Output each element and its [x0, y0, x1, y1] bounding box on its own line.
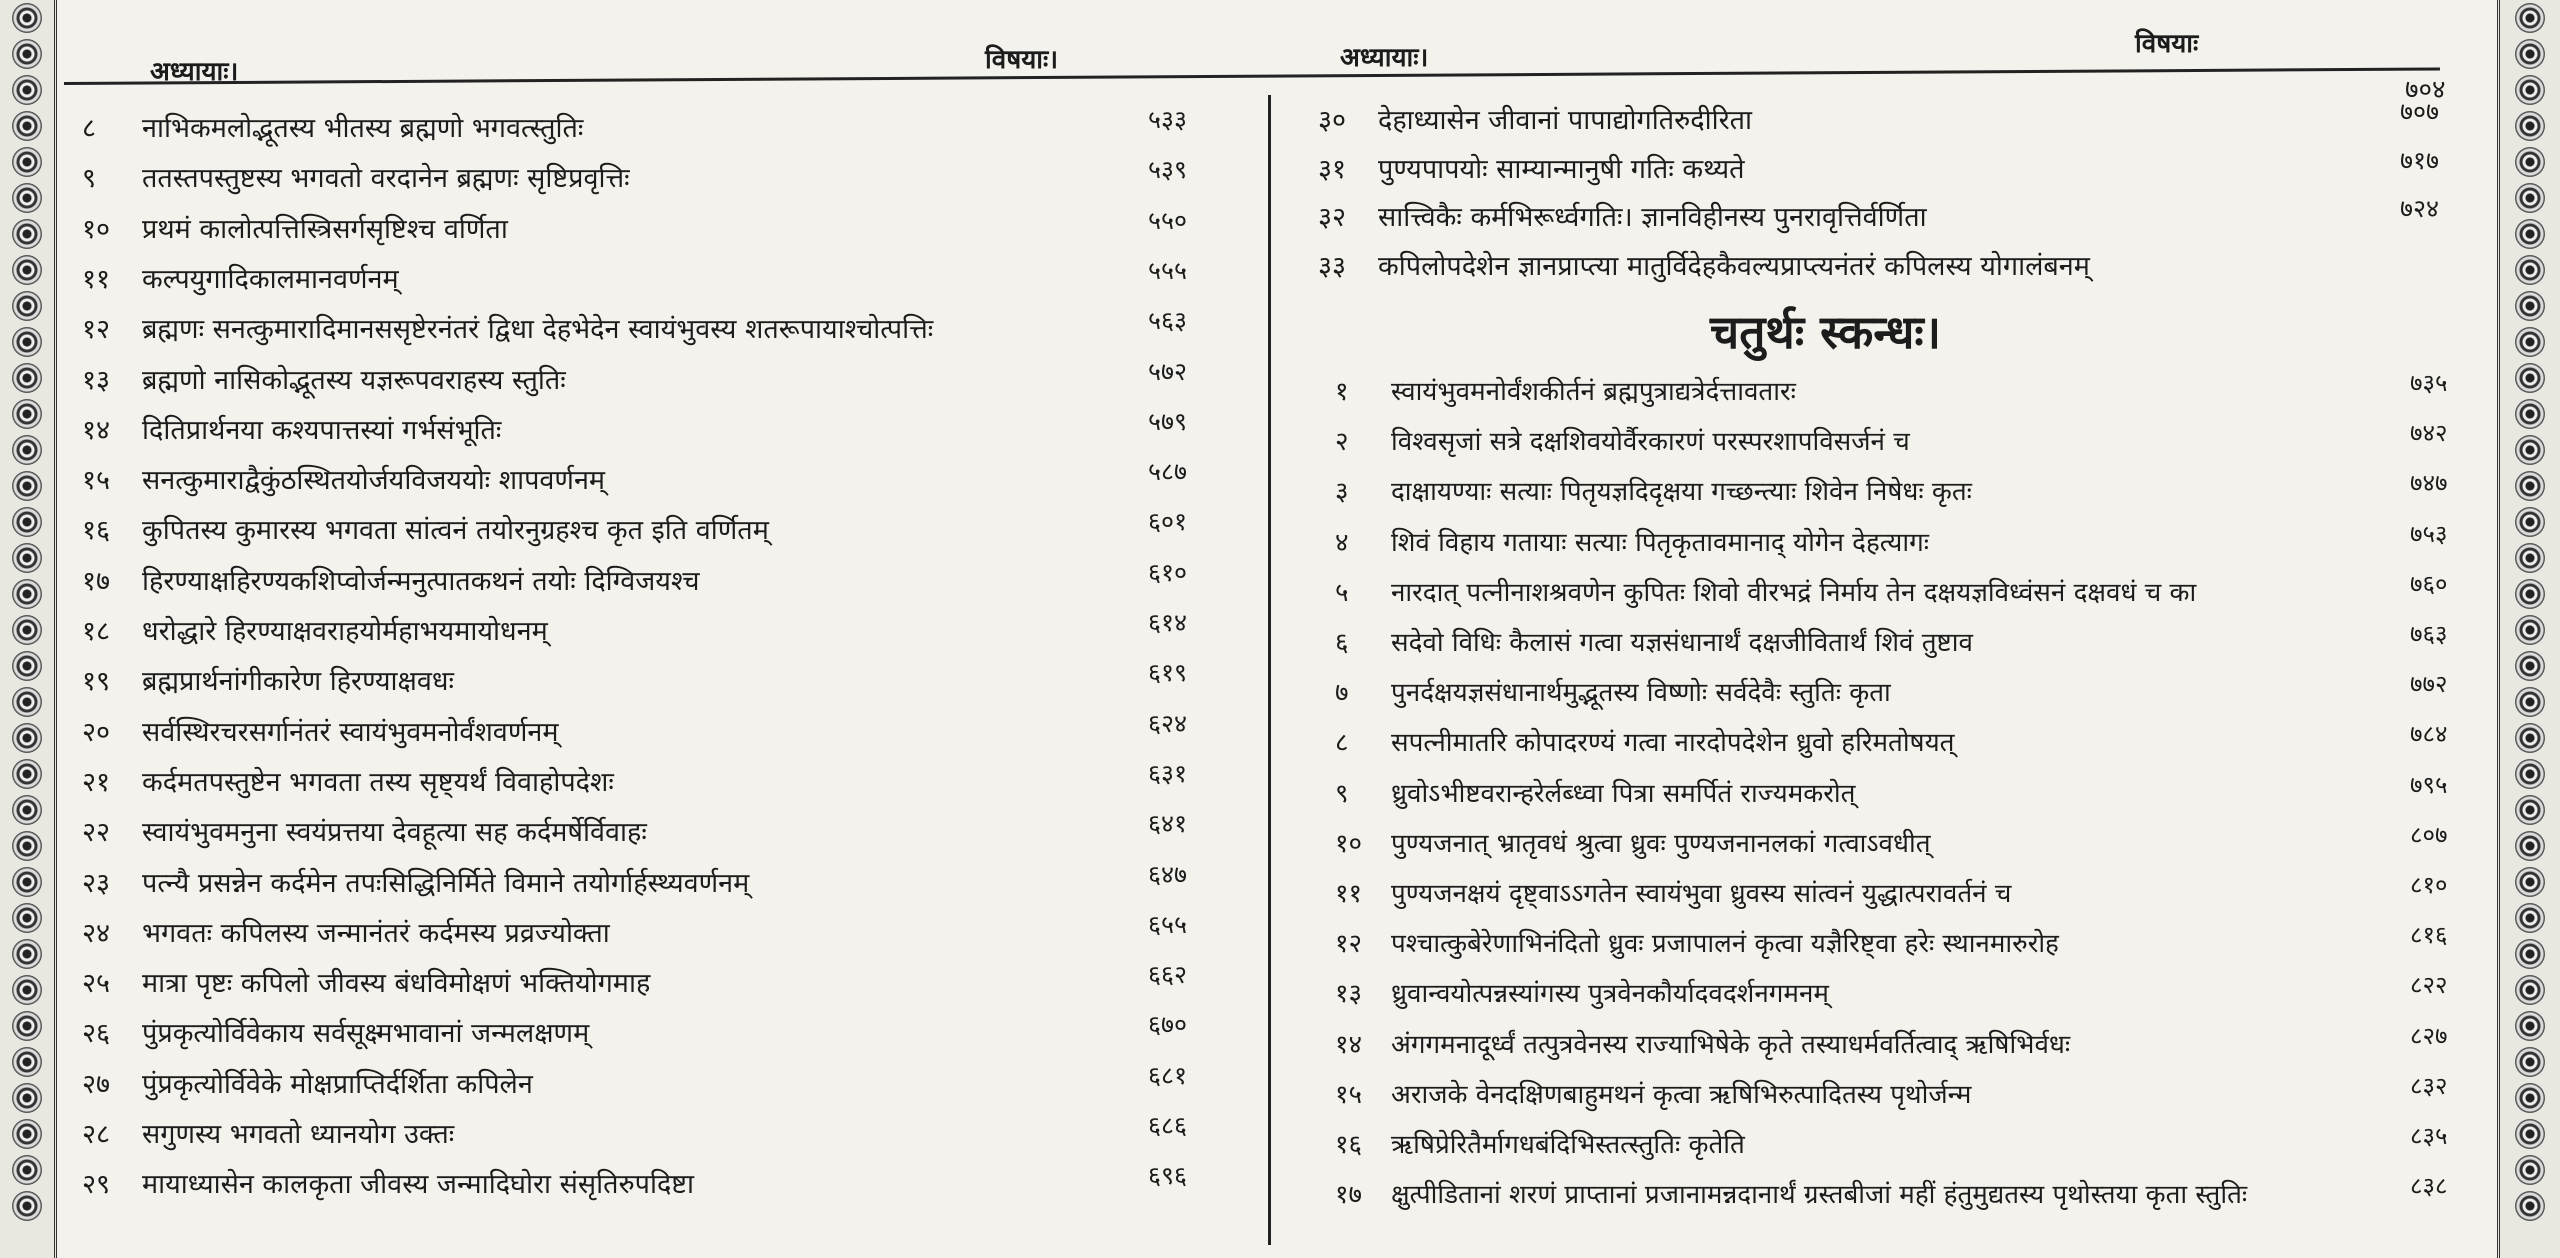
toc-entry	[82, 360, 566, 410]
toc-entry	[1335, 372, 1796, 422]
chapter-number: ३१	[1318, 153, 1347, 185]
border-ornament	[12, 39, 42, 69]
chapter-number: ५	[1335, 577, 1349, 608]
page-number: ७८४	[2410, 720, 2448, 749]
chapter-number: २२	[82, 817, 111, 849]
chapter-number: १०	[1335, 828, 1363, 859]
toc-entry	[1335, 1125, 1745, 1175]
border-ornament	[2515, 867, 2545, 897]
page-number: ६८१	[1148, 1060, 1188, 1090]
border-ornament	[2515, 795, 2545, 825]
border-ornament	[12, 651, 42, 681]
toc-entry	[1318, 149, 1745, 199]
chapter-number: १७	[82, 565, 111, 597]
chapter-number: १८	[82, 616, 111, 647]
chapter-subject: पुनर्दक्षयज्ञसंधानार्थमुद्भूतस्य विष्णोः सर्वदेवैः स्तुतिः कृता	[1391, 678, 1891, 709]
page-number: ७६३	[2410, 620, 2448, 648]
chapter-number: ९	[1335, 778, 1349, 809]
chapter-subject: सनत्कुमाराद्वैकुंठस्थितयोर्जयविजययोः शापवर्णनम्	[142, 465, 606, 497]
chapter-number: ३	[1335, 477, 1349, 508]
border-ornament	[2515, 579, 2545, 609]
border-ornament	[2515, 435, 2545, 465]
chapter-subject: धरोद्धारे हिरण्याक्षवराहयोर्महाभयमायोधनम्	[142, 616, 548, 647]
page-number: ८३८	[2410, 1172, 2448, 1201]
border-ornament	[12, 435, 42, 465]
border-ornament	[12, 975, 42, 1005]
page-number: ८३५	[2410, 1122, 2448, 1150]
chapter-subject: मायाध्यासेन कालकृता जीवस्य जन्मादिघोरा संसृतिरुपदिष्टा	[142, 1169, 695, 1201]
border-ornament	[2515, 111, 2545, 141]
border-ornament	[12, 831, 42, 861]
page-number: ७४२	[2410, 419, 2448, 448]
toc-entry	[1335, 723, 1954, 773]
chapter-subject: नारदात् पत्नीनाशश्रवणेन कुपितः शिवो वीरभद्रं निर्माय तेन दक्षयज्ञविध्वंसनं दक्षवधं च का	[1391, 577, 2197, 608]
toc-entry	[1335, 874, 2011, 924]
toc-entry	[1335, 523, 1929, 573]
chapter-number: ८	[82, 113, 97, 144]
section-heading: चतुर्थः स्कन्धः।	[1710, 305, 1942, 359]
border-ornament	[12, 939, 42, 969]
border-ornament	[2515, 471, 2545, 501]
border-ornament	[2515, 1047, 2545, 1077]
toc-entry	[1318, 100, 1752, 150]
border-ornament	[2515, 903, 2545, 933]
left-chapter-header: अध्यायाः।	[150, 57, 239, 87]
border-ornament	[2515, 291, 2545, 321]
chapter-subject: पत्न्यै प्रसन्नेन कर्दमेन तपःसिद्धिनिर्मिते विमाने तयोर्गार्हस्थ्यवर्णनम्	[142, 867, 750, 899]
chapter-subject: पुंप्रकृत्योर्विवेकाय सर्वसूक्ष्मभावानां जन्मलक्षणम्	[142, 1018, 590, 1050]
border-ornament	[12, 723, 42, 753]
chapter-number: १२	[82, 314, 111, 346]
chapter-number: ११	[82, 263, 111, 295]
border-ornament	[12, 795, 42, 825]
chapter-subject: ऋषिप्रेरितैर्मागधबंदिभिस्तत्स्तुतिः कृतेति	[1391, 1130, 1745, 1160]
border-ornament	[12, 471, 42, 501]
chapter-subject: कर्दमतपस्तुष्टेन भगवता तस्य सृष्ट्यर्थं विवाहोपदेशः	[142, 766, 614, 798]
border-ornament	[2515, 363, 2545, 393]
border-ornament	[12, 867, 42, 897]
border-ornament	[12, 1047, 42, 1077]
border-ornament	[12, 219, 42, 249]
border-ornament	[2515, 399, 2545, 429]
border-ornament	[12, 543, 42, 573]
chapter-number: १५	[82, 465, 111, 497]
page-number: ५५०	[1148, 205, 1188, 235]
chapter-subject: अंगगमनादूर्ध्वं तत्पुत्रवेनस्य राज्याभिषेके कृते तस्याधर्मवर्तित्वाद् ऋषिभिर्वधः	[1391, 1029, 2071, 1060]
chapter-number: २३	[82, 867, 111, 899]
chapter-subject: दितिप्रार्थनया कश्यपात्तस्यां गर्भसंभूतिः	[142, 414, 502, 446]
border-ornament	[2515, 183, 2545, 213]
chapter-subject: पुण्यजनात् भ्रातृवधं श्रुत्वा ध्रुवः पुण्यजनानलकां गत्वाऽवधीत्	[1391, 828, 1931, 859]
toc-entry	[82, 158, 630, 208]
chapter-number: ३२	[1318, 202, 1347, 233]
chapter-number: १३	[82, 364, 111, 396]
toc-entry	[82, 913, 610, 963]
border-ornament	[2515, 1119, 2545, 1149]
chapter-number: ८	[1335, 728, 1349, 759]
border-ornament	[12, 1191, 42, 1221]
border-ornament	[2515, 255, 2545, 285]
chapter-subject: ततस्तपस्तुष्टस्य भगवतो वरदानेन ब्रह्मणः सृष्टिप्रवृत्तिः	[142, 163, 630, 195]
page-number: ५७९	[1148, 406, 1188, 436]
chapter-subject: विश्वसृजां सत्रे दक्षशिवयोर्वैरकारणं परस्परशापविसर्जनं च	[1391, 427, 1910, 458]
border-ornament	[12, 183, 42, 213]
chapter-number: ७	[1335, 678, 1349, 709]
chapter-number: २८	[82, 1119, 111, 1150]
chapter-number: २५	[82, 968, 111, 1000]
chapter-subject: पुण्यजनक्षयं दृष्ट्वाऽऽगतेन स्वायंभुवा ध्रुवस्य सांत्वनं युद्धात्परावर्तनं च	[1391, 879, 2012, 909]
border-ornament	[2515, 1191, 2545, 1221]
chapter-number: ३०	[1318, 105, 1347, 136]
toc-entry	[82, 410, 501, 460]
chapter-subject: ब्रह्मणः सनत्कुमारादिमानससृष्टेरनंतरं द्विधा देहभेदेन स्वायंभुवस्य शतरूपायाश्चोत्पत्तिः	[142, 314, 934, 346]
toc-entry	[1335, 924, 2059, 974]
toc-entry	[1335, 1025, 2070, 1075]
border-ornament	[12, 399, 42, 429]
toc-entry	[82, 611, 548, 661]
toc-entry	[82, 510, 769, 560]
toc-entry	[1335, 673, 1891, 723]
chapter-subject: मात्रा पृष्टः कपिलो जीवस्य बंधविमोक्षणं भक्तियोगमाह	[142, 968, 651, 1000]
chapter-subject: देहाध्यासेन जीवानां पापाद्योगतिरुदीरिता	[1378, 105, 1753, 136]
page-number: ६१४	[1148, 608, 1188, 637]
page-number: ८१०	[2410, 871, 2448, 899]
page-number: ७५३	[2410, 519, 2448, 548]
page-number: ७६०	[2410, 569, 2448, 598]
page-number: ५३९	[1148, 155, 1188, 185]
chapter-subject: शिवं विहाय गतायाः सत्याः पितृकृतावमानाद् योगेन देहत्यागः	[1391, 527, 1929, 558]
border-ornament	[12, 111, 42, 141]
page-number: ६५५	[1148, 909, 1188, 939]
toc-entry	[82, 108, 583, 158]
page-number: ७२४	[2400, 194, 2440, 223]
page-number: ७१७	[2400, 145, 2440, 175]
page-number: ५८७	[1148, 457, 1188, 487]
page-number: ८२७	[2410, 1021, 2448, 1050]
page-number: ८२२	[2410, 971, 2448, 1000]
chapter-number: १२	[1335, 929, 1363, 960]
page-number: ५७२	[1148, 356, 1188, 386]
page-number: ६८६	[1148, 1111, 1188, 1140]
toc-entry	[82, 209, 508, 259]
border-ornament	[2515, 759, 2545, 789]
chapter-number: २	[1335, 427, 1349, 458]
column-divider	[1268, 95, 1271, 1245]
toc-entry	[1318, 246, 2090, 296]
toc-entry	[1335, 774, 1855, 824]
border-ornament	[2515, 615, 2545, 645]
page-number: ७०७	[2400, 97, 2440, 126]
chapter-subject: ब्रह्मप्रार्थनांगीकारेण हिरण्याक्षवधः	[142, 666, 454, 698]
page-number: ७४७	[2410, 469, 2448, 498]
chapter-subject: ध्रुवोऽभीष्टवरान्हरेर्लब्ध्वा पित्रा समर्पितं राज्यमकरोत्	[1391, 778, 1856, 809]
border-ornament	[12, 1011, 42, 1041]
border-ornament	[12, 579, 42, 609]
toc-entry	[82, 460, 605, 510]
chapter-number: १	[1335, 377, 1349, 407]
border-ornament	[2515, 543, 2545, 573]
border-ornament	[2515, 651, 2545, 681]
page-number: ६९६	[1148, 1161, 1188, 1191]
chapter-subject: क्षुत्पीडितानां शरणं प्राप्तानां प्रजानामन्नदानार्थं ग्रस्तबीजां महीं हंतुमुद्यतस्य पृथोस्तया कृता स्तुतिः	[1391, 1180, 2248, 1211]
chapter-number: ११	[1335, 879, 1363, 909]
page-number: ५३३	[1148, 105, 1188, 134]
border-ornament	[2515, 1011, 2545, 1041]
chapter-subject: ध्रुवान्वयोत्पन्नस्यांगस्य पुत्रवेनकौर्यादवदर्शनगमनम्	[1391, 979, 1829, 1010]
chapter-number: १५	[1335, 1079, 1363, 1110]
border-ornament	[12, 759, 42, 789]
page-number: ६६२	[1148, 960, 1188, 990]
left-subject-header: विषयाः।	[985, 45, 1059, 75]
chapter-subject: पश्चात्कुबेरेणाभिनंदितो ध्रुवः प्रजापालनं कृत्वा यज्ञैरिष्ट्वा हरेः स्थानमारुरोह	[1391, 929, 2059, 960]
page-number: ८१६	[2410, 921, 2448, 950]
border-ornament	[2515, 507, 2545, 537]
toc-entry	[1318, 197, 1927, 247]
toc-entry	[1335, 824, 1931, 874]
chapter-number: १४	[82, 414, 111, 446]
border-ornament	[2515, 939, 2545, 969]
page-number: ७३५	[2410, 369, 2448, 397]
page-number: ७७२	[2410, 670, 2448, 699]
top-right-page-number: ७०४	[2405, 75, 2446, 105]
border-ornament	[12, 75, 42, 105]
chapter-number: २०	[82, 716, 111, 748]
chapter-number: २४	[82, 917, 111, 949]
border-ornament	[2515, 975, 2545, 1005]
toc-entry	[82, 561, 700, 611]
toc-entry	[82, 1013, 589, 1063]
toc-entry	[1335, 472, 1972, 522]
right-ornamental-border	[2497, 0, 2560, 1258]
chapter-subject: सर्वस्थिरचरसर्गानंतरं स्वायंभुवमनोर्वंशवर्णनम्	[142, 716, 559, 748]
border-ornament	[12, 1083, 42, 1113]
chapter-number: १३	[1335, 979, 1363, 1010]
page-number: ६४१	[1148, 809, 1188, 839]
toc-entry	[1335, 422, 1910, 472]
chapter-number: २७	[82, 1068, 111, 1100]
toc-entry	[82, 762, 614, 812]
chapter-subject: कुपितस्य कुमारस्य भगवता सांत्वनं तयोरनुग्रहश्च कृत इति वर्णितम्	[142, 515, 769, 547]
border-ornament	[2515, 219, 2545, 249]
border-ornament	[2515, 831, 2545, 861]
chapter-number: २९	[82, 1169, 111, 1201]
border-ornament	[2515, 3, 2545, 33]
left-ornamental-border	[0, 0, 57, 1258]
toc-entry	[82, 863, 749, 913]
chapter-subject: सपत्नीमातरि कोपादरण्यं गत्वा नारदोपदेशेन ध्रुवो हरिमतोषयत्	[1391, 728, 1955, 759]
toc-entry	[82, 963, 650, 1013]
border-ornament	[2515, 39, 2545, 69]
chapter-subject: पुण्यपापयोः साम्यान्मानुषी गतिः कथ्यते	[1378, 153, 1745, 185]
toc-entry	[1335, 974, 1829, 1024]
toc-entry	[82, 1164, 694, 1214]
border-ornament	[12, 687, 42, 717]
chapter-subject: कल्पयुगादिकालमानवर्णनम्	[142, 263, 399, 295]
page-number: ६७०	[1148, 1010, 1188, 1040]
page-number: ५६३	[1148, 306, 1188, 336]
toc-entry	[82, 309, 933, 359]
border-ornament	[2515, 1155, 2545, 1185]
border-ornament	[2515, 1083, 2545, 1113]
chapter-number: ९	[82, 163, 97, 195]
toc-entry	[82, 1114, 454, 1164]
border-ornament	[12, 903, 42, 933]
chapter-subject: दाक्षायण्याः सत्याः पितृयज्ञदिदृक्षया गच्छन्त्याः शिवेन निषेधः कृतः	[1391, 477, 1972, 508]
border-ornament	[2515, 687, 2545, 717]
border-ornament	[2515, 75, 2545, 105]
page-number: ८३२	[2410, 1071, 2448, 1100]
chapter-subject: भगवतः कपिलस्य जन्मानंतरं कर्दमस्य प्रव्रज्योक्ता	[142, 917, 610, 949]
chapter-number: २६	[82, 1018, 111, 1050]
chapter-number: १४	[1335, 1029, 1363, 1060]
border-ornament	[12, 291, 42, 321]
page-number: ६२४	[1148, 708, 1188, 738]
chapter-number: ३३	[1318, 250, 1347, 282]
page-number: ६१९	[1148, 658, 1188, 688]
chapter-subject: हिरण्याक्षहिरण्यकशिप्वोर्जन्मनुत्पातकथनं तयोः दिग्विजयश्च	[142, 565, 700, 597]
border-ornament	[12, 327, 42, 357]
border-ornament	[12, 3, 42, 33]
right-subject-header: विषयाः	[2135, 29, 2199, 59]
chapter-subject: पुंप्रकृत्योर्विवेके मोक्षप्राप्तिर्दर्शिता कपिलेन	[142, 1068, 533, 1100]
toc-entry	[82, 1064, 533, 1114]
page-number: ५५५	[1148, 255, 1188, 285]
toc-entry	[1335, 1175, 2247, 1225]
chapter-number: २१	[82, 766, 111, 798]
chapter-subject: कपिलोपदेशेन ज्ञानप्राप्त्या मातुर्विदेहकैवल्यप्राप्त्यनंतरं कपिलस्य योगालंबनम्	[1378, 250, 2090, 282]
border-ornament	[2515, 723, 2545, 753]
border-ornament	[12, 255, 42, 285]
page-number: ६१०	[1148, 557, 1188, 587]
page-number: ६३१	[1148, 758, 1188, 788]
chapter-number: १६	[1335, 1130, 1363, 1160]
toc-entry	[1335, 573, 2196, 623]
border-ornament	[12, 147, 42, 177]
right-chapter-header: अध्यायाः।	[1340, 43, 1429, 73]
chapter-number: ४	[1335, 527, 1349, 558]
chapter-subject: नाभिकमलोद्भूतस्य भीतस्य ब्रह्मणो भगवत्स्तुतिः	[142, 113, 584, 144]
chapter-number: १९	[82, 666, 111, 698]
chapter-subject: सदेवो विधिः कैलासं गत्वा यज्ञसंधानार्थं दक्षजीवितार्थं शिवं तुष्टाव	[1391, 628, 1973, 658]
chapter-subject: अराजके वेनदक्षिणबाहुमथनं कृत्वा ऋषिभिरुत्पादितस्य पृथोर्जन्म	[1391, 1079, 1972, 1110]
border-ornament	[12, 615, 42, 645]
chapter-subject: स्वायंभुवमनुना स्वयंप्रत्तया देवहूत्या सह कर्दमर्षेर्विवाहः	[142, 817, 647, 849]
toc-entry	[82, 812, 647, 862]
chapter-subject: सात्त्विकैः कर्मभिरूर्ध्वगतिः। ज्ञानविहीनस्य पुनरावृत्तिर्वर्णिता	[1378, 202, 1927, 233]
toc-entry	[1335, 1075, 1971, 1125]
border-ornament	[12, 1155, 42, 1185]
chapter-subject: प्रथमं कालोत्पत्तिस्त्रिसर्गसृष्टिश्च वर्णिता	[142, 213, 508, 245]
chapter-number: ६	[1335, 628, 1349, 658]
toc-entry	[82, 259, 399, 309]
chapter-subject: सगुणस्य भगवतो ध्यानयोग उक्तः	[142, 1119, 455, 1150]
border-ornament	[12, 1119, 42, 1149]
border-ornament	[2515, 327, 2545, 357]
chapter-number: १०	[82, 213, 111, 245]
toc-entry	[1335, 623, 1973, 673]
header-rule	[64, 67, 2440, 85]
toc-entry	[82, 712, 558, 762]
border-ornament	[12, 507, 42, 537]
page-number: ६४७	[1148, 859, 1188, 889]
toc-entry	[82, 661, 454, 711]
chapter-subject: ब्रह्मणो नासिकोद्भूतस्य यज्ञरूपवराहस्य स्तुतिः	[142, 364, 566, 396]
chapter-number: १६	[82, 515, 111, 547]
page-number: ८०७	[2410, 820, 2448, 849]
chapter-number: १७	[1335, 1180, 1363, 1211]
page-number: ७९५	[2410, 770, 2448, 799]
border-ornament	[2515, 147, 2545, 177]
page-number: ६०१	[1148, 507, 1188, 537]
chapter-subject: स्वायंभुवमनोर्वंशकीर्तनं ब्रह्मपुत्राद्यत्रेर्दत्तावतारः	[1391, 377, 1796, 407]
border-ornament	[12, 363, 42, 393]
